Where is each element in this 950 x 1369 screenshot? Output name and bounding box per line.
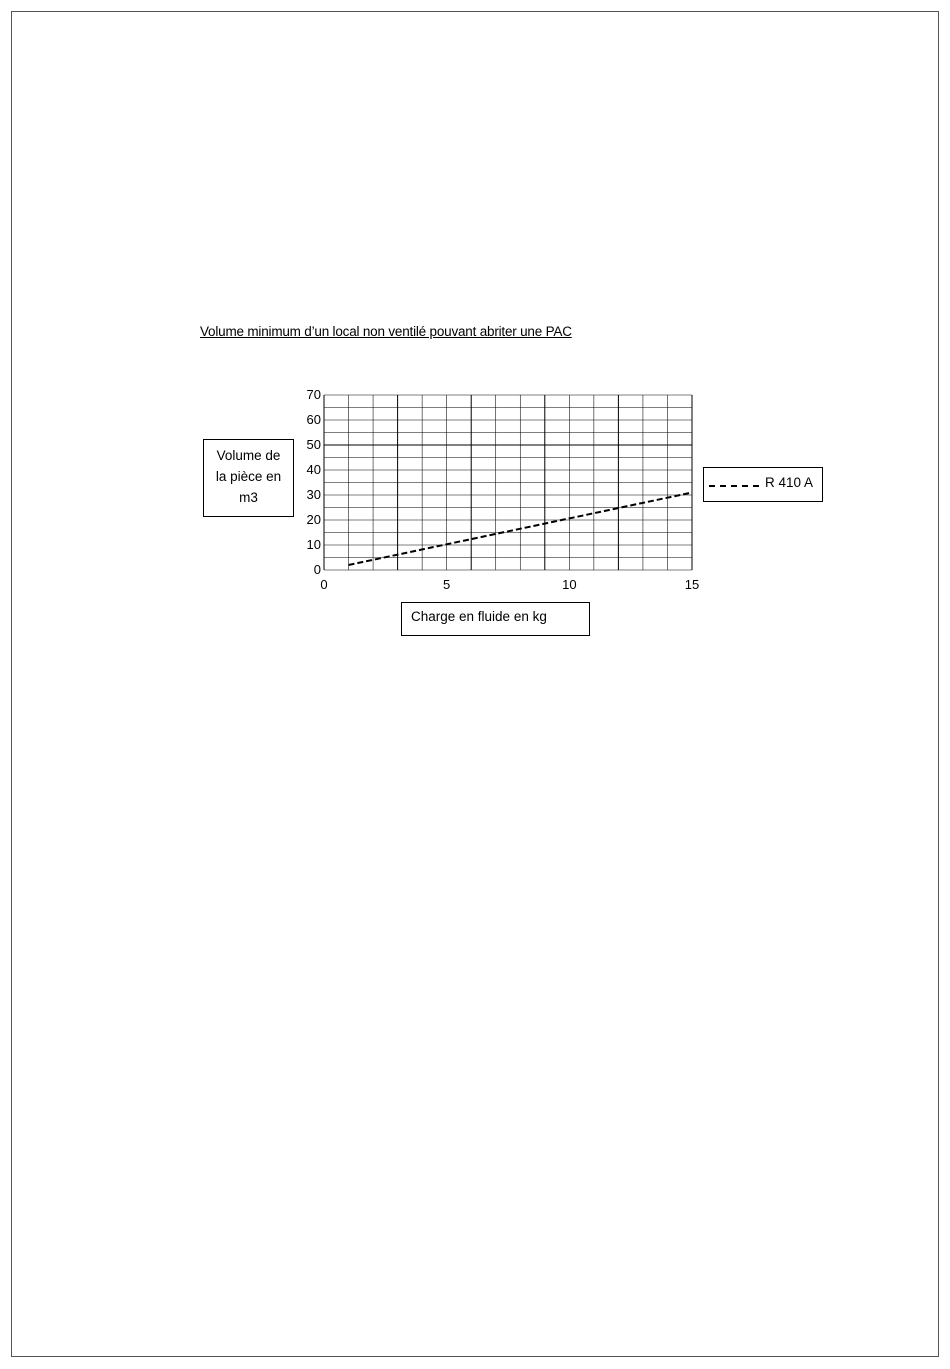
- y-tick-label: 30: [306, 487, 321, 502]
- y-tick-label: 50: [306, 437, 321, 452]
- y-axis-label: Volume de la pièce en m3: [203, 439, 294, 517]
- x-tick-label: 10: [562, 577, 577, 592]
- y-tick-label: 20: [306, 512, 321, 527]
- legend: [703, 467, 823, 502]
- x-tick-label: 15: [684, 577, 700, 592]
- page-border: [11, 11, 939, 1357]
- x-tick-label: 5: [443, 577, 451, 592]
- y-tick-label: 0: [313, 562, 321, 577]
- legend-label: R 410 A: [765, 475, 814, 490]
- y-tick-label: 70: [306, 387, 321, 402]
- y-tick-label: 60: [306, 412, 321, 427]
- legend-swatch-dashed-line: [709, 485, 759, 487]
- chart-plot: [290, 380, 710, 600]
- y-tick-label: 40: [306, 462, 321, 477]
- x-tick-label: 0: [320, 577, 328, 592]
- x-axis-label: Charge en fluide en kg: [401, 602, 590, 636]
- chart-title: Volume minimum d’un local non ventilé pouvant abriter une PAC: [200, 324, 572, 339]
- y-tick-label: 10: [306, 537, 321, 552]
